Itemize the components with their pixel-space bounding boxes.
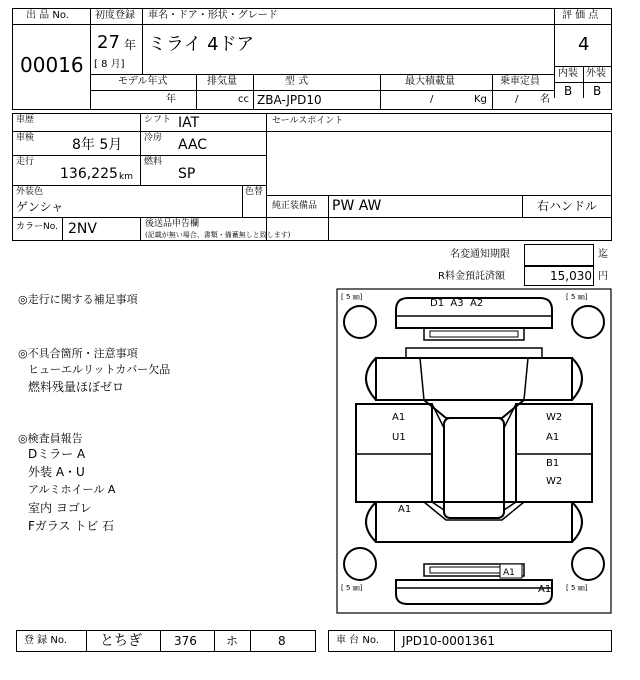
wheel-front-left bbox=[344, 306, 376, 338]
year-unit: 年 bbox=[124, 38, 137, 52]
color-no-label: カラーNo. bbox=[16, 222, 58, 232]
right-lower-mark-2: W2 bbox=[546, 476, 563, 487]
equipment: PW AW bbox=[332, 198, 382, 214]
equipment-label: 純正装備品 bbox=[272, 201, 318, 211]
wheel-front-right bbox=[572, 306, 604, 338]
km-unit: km bbox=[119, 172, 133, 182]
defect-line: 燃料残量ほぼゼロ bbox=[28, 380, 125, 394]
fuel: SP bbox=[178, 166, 196, 182]
capacity-slash: / bbox=[515, 94, 519, 105]
lot-no-label: 出 品 No. bbox=[26, 10, 69, 21]
docs-label: 後送品申告欄 bbox=[145, 219, 200, 229]
repaint-label: 色替 bbox=[245, 187, 264, 197]
steering: 右ハンドル bbox=[537, 199, 598, 213]
inspection: 8年 5月 bbox=[72, 137, 123, 153]
ac-label: 冷房 bbox=[144, 133, 163, 143]
exterior-grade: B bbox=[593, 84, 602, 98]
reg-kana: ホ bbox=[226, 634, 239, 648]
wheel-rear-left bbox=[344, 548, 376, 580]
history-label: 車歴 bbox=[16, 115, 35, 125]
rear-bumper bbox=[396, 580, 552, 604]
cc-unit: cc bbox=[238, 94, 249, 105]
shift: IAT bbox=[178, 115, 200, 131]
inspector-line: 室内 ヨゴレ bbox=[28, 501, 92, 515]
right-upper-mark-1: W2 bbox=[546, 412, 563, 423]
left-upper-mark-1: A1 bbox=[392, 412, 406, 423]
shift-label: シフト bbox=[144, 115, 172, 125]
kg-unit: Kg bbox=[474, 94, 487, 105]
lot-no: 00016 bbox=[20, 53, 84, 77]
tire-label-bl: [ 5 ㎜] bbox=[341, 584, 363, 592]
ext-color-label: 外装色 bbox=[16, 187, 44, 197]
defects-title: ◎不具合箇所・注意事項 bbox=[18, 347, 138, 360]
inspector-title: ◎検査員報告 bbox=[18, 432, 83, 445]
recycle-label: R料金預託済額 bbox=[438, 271, 505, 282]
model-year-label: モデル年式 bbox=[118, 76, 168, 87]
mileage: 136,225 bbox=[60, 166, 118, 182]
model-year-unit: 年 bbox=[166, 94, 176, 105]
first-reg-label: 初度登録 bbox=[95, 10, 135, 21]
recycle-value: 15,030 bbox=[550, 269, 592, 283]
capacity-label: 乗車定員 bbox=[500, 76, 540, 87]
load-slash: / bbox=[430, 94, 434, 105]
chassis-no: JPD10-0001361 bbox=[402, 634, 496, 648]
reg-number: 8 bbox=[278, 634, 286, 648]
exterior-label: 外装 bbox=[586, 68, 606, 79]
displacement-label: 排気量 bbox=[207, 76, 237, 87]
reg-region: とちぎ bbox=[100, 633, 142, 649]
left-upper-mark-2: U1 bbox=[392, 432, 406, 443]
ext-color: ゲンシャ bbox=[16, 200, 64, 214]
first-reg-month: [ 8 月] bbox=[94, 59, 125, 70]
ac: AAC bbox=[178, 137, 208, 153]
car-name-label: 車名・ドア・形状・グレード bbox=[148, 10, 278, 21]
interior-grade: B bbox=[564, 84, 573, 98]
car-damage-diagram bbox=[336, 288, 612, 614]
hood bbox=[376, 358, 572, 400]
docs-note: (記載が無い場合、書類・備蓄無しと致します) bbox=[145, 231, 291, 239]
reg-no-label: 登 録 No. bbox=[24, 635, 67, 646]
inspector-line: Dミラー A bbox=[28, 447, 86, 461]
wheel-rear-right bbox=[572, 548, 604, 580]
sales-point-label: セールスポイント bbox=[272, 116, 344, 126]
rear-bumper-mark: A1 bbox=[503, 568, 515, 578]
score-label: 評 価 点 bbox=[562, 10, 599, 21]
color-no: 2NV bbox=[68, 221, 97, 237]
reg-class: 376 bbox=[174, 634, 197, 648]
tire-label-tr: [ 5 ㎜] bbox=[566, 293, 588, 301]
left-lower-mark: A1 bbox=[398, 504, 412, 515]
inspector-line: 外装 A・U bbox=[28, 465, 85, 479]
defect-line: ヒューエルリットカバー欠品 bbox=[28, 363, 171, 376]
tire-label-br: [ 5 ㎜] bbox=[566, 584, 588, 592]
score: 4 bbox=[578, 34, 590, 55]
name-change-unit: 迄 bbox=[598, 249, 608, 260]
model-code: ZBA-JPD10 bbox=[257, 93, 322, 107]
fuel-label: 燃料 bbox=[144, 157, 163, 167]
inspection-label: 車検 bbox=[16, 133, 35, 143]
person-unit: 名 bbox=[540, 94, 550, 105]
front-damage-marks: D1 A3 A2 bbox=[430, 298, 484, 309]
tire-label-tl: [ 5 ㎜] bbox=[341, 293, 363, 301]
car-name: ミライ 4ドア bbox=[148, 34, 255, 55]
right-upper-mark-2: A1 bbox=[546, 432, 560, 443]
front-plate bbox=[424, 328, 524, 340]
rear-mark: A1 bbox=[538, 584, 552, 595]
mileage-label: 走行 bbox=[16, 157, 35, 167]
right-lower-mark-1: B1 bbox=[546, 458, 560, 469]
inspector-line: アルミホイール A bbox=[28, 483, 116, 496]
recycle-unit: 円 bbox=[598, 271, 608, 282]
chassis-label: 車 台 No. bbox=[336, 635, 379, 646]
first-reg-year: 27 bbox=[97, 32, 120, 53]
name-change-box bbox=[524, 244, 594, 266]
type-label: 型 式 bbox=[285, 76, 309, 87]
driving-notes-title: ◎走行に関する補足事項 bbox=[18, 293, 138, 306]
max-load-label: 最大積載量 bbox=[405, 76, 455, 87]
interior-label: 内装 bbox=[558, 68, 578, 79]
inspector-line: Fガラス トビ 石 bbox=[28, 519, 115, 533]
name-change-label: 名変通知期限 bbox=[450, 249, 510, 260]
